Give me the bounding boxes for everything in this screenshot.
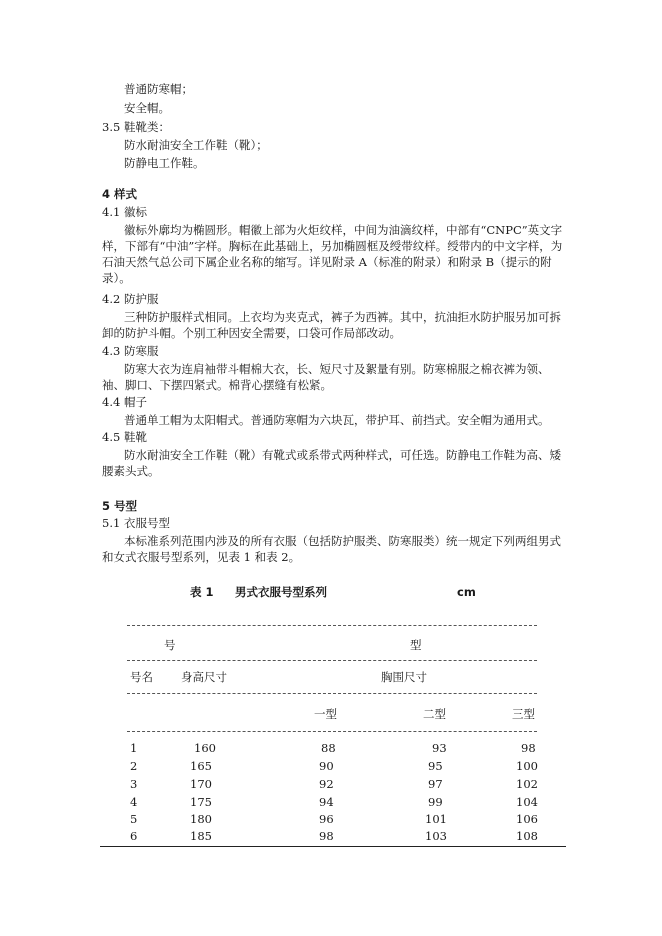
cell-type1: 92 [319, 777, 334, 791]
list-item-antistatic-shoes: 防静电工作鞋。 [124, 156, 205, 170]
header-hao: 号 [164, 638, 176, 652]
cell-type3: 100 [516, 759, 538, 773]
table-unit: cm [457, 585, 476, 599]
list-item-oil-resistant-shoes: 防水耐油安全工作鞋（靴）； [124, 138, 268, 152]
cell-type2: 97 [428, 777, 443, 791]
cell-type3: 108 [516, 829, 538, 843]
column-header-chest: 胸围尺寸 [381, 670, 427, 684]
table-divider [127, 693, 537, 694]
cell-name: 2 [130, 759, 138, 773]
paragraph-4-5: 防水耐油安全工作鞋（靴）有靴式或系带式两种样式，可任选。防静电工作鞋为高、矮腰素头式。 [102, 448, 561, 478]
paragraph-4-4: 普通单工帽为太阳帽式。普通防寒帽为六块瓦，带护耳、前挡式。安全帽为通用式。 [124, 413, 550, 427]
column-header-type-3: 三型 [512, 707, 535, 721]
cell-type1: 94 [319, 795, 334, 809]
cell-type2: 103 [425, 829, 447, 843]
list-item-winter-hat: 普通防寒帽； [124, 82, 193, 96]
cell-type3: 98 [521, 741, 536, 755]
cell-type2: 93 [432, 741, 447, 755]
cell-height: 180 [190, 812, 212, 826]
column-header-height: 身高尺寸 [181, 670, 227, 684]
column-header-type-2: 二型 [423, 707, 446, 721]
cell-type3: 102 [516, 777, 538, 791]
cell-type2: 99 [428, 795, 443, 809]
subsection-4-3: 4.3 防寒服 [102, 344, 159, 358]
subsection-5-1: 5.1 衣服号型 [102, 516, 170, 530]
paragraph-5-1: 本标准系列范围内涉及的所有衣服（包括防护服类、防寒服类）统一规定下列两组男式和女式衣服号型系列，见表 1 和表 2。 [102, 534, 561, 564]
cell-type1: 96 [319, 812, 334, 826]
subsection-4-1: 4.1 徽标 [102, 205, 147, 219]
subsection-4-5: 4.5 鞋靴 [102, 430, 147, 444]
table-caption-number: 表 1 [190, 585, 214, 599]
list-item-safety-helmet: 安全帽。 [124, 101, 170, 115]
section-4-heading: 4 样式 [102, 187, 138, 201]
table-divider [127, 731, 537, 732]
cell-name: 4 [130, 795, 138, 809]
cell-type2: 101 [425, 812, 447, 826]
column-header-type-1: 一型 [314, 707, 337, 721]
cell-height: 175 [190, 795, 212, 809]
paragraph-4-2: 三种防护服样式相同。上衣均为夹克式，裤子为西裤。其中，抗油拒水防护服另加可拆卸的防护斗帽。个别工种因安全需要，口袋可作局部改动。 [102, 310, 561, 340]
subsection-4-4: 4.4 帽子 [102, 395, 147, 409]
header-xing: 型 [410, 638, 422, 652]
cell-type3: 106 [516, 812, 538, 826]
table-bottom-rule [100, 846, 566, 847]
subsection-4-2: 4.2 防护服 [102, 292, 159, 306]
cell-height: 170 [190, 777, 212, 791]
cell-height: 160 [194, 741, 216, 755]
cell-height: 185 [190, 829, 212, 843]
cell-name: 3 [130, 777, 138, 791]
cell-type1: 88 [321, 741, 336, 755]
cell-type2: 95 [428, 759, 443, 773]
cell-name: 6 [130, 829, 138, 843]
subsection-3-5: 3.5 鞋靴类： [102, 120, 170, 134]
table-divider [127, 625, 537, 626]
cell-name: 5 [130, 812, 138, 826]
table-caption-title: 男式衣服号型系列 [235, 585, 327, 599]
section-5-heading: 5 号型 [102, 499, 138, 513]
cell-type1: 98 [319, 829, 334, 843]
cell-name: 1 [130, 741, 138, 755]
paragraph-4-1: 徽标外廓均为椭圆形。帽徽上部为火炬纹样，中间为油滴纹样，中部有“CNPC”英文字样，下部有“中油”字样。胸标在此基础上，另加椭圆框及绶带纹样。绶带内的中文字样，为石油天然气总公司下属企业名称的缩写。详见附录 A（标准的附录）和附录 B（提示的附录）。 [102, 223, 563, 285]
table-divider [127, 660, 537, 661]
column-header-name: 号名 [130, 670, 153, 684]
cell-height: 165 [190, 759, 212, 773]
cell-type1: 90 [319, 759, 334, 773]
cell-type3: 104 [516, 795, 538, 809]
paragraph-4-3: 防寒大衣为连肩袖带斗帽棉大衣，长、短尺寸及絮量有别。防寒棉服之棉衣裤为领、袖、脚口、下摆四紧式。棉背心摆缝有松紧。 [102, 362, 550, 392]
